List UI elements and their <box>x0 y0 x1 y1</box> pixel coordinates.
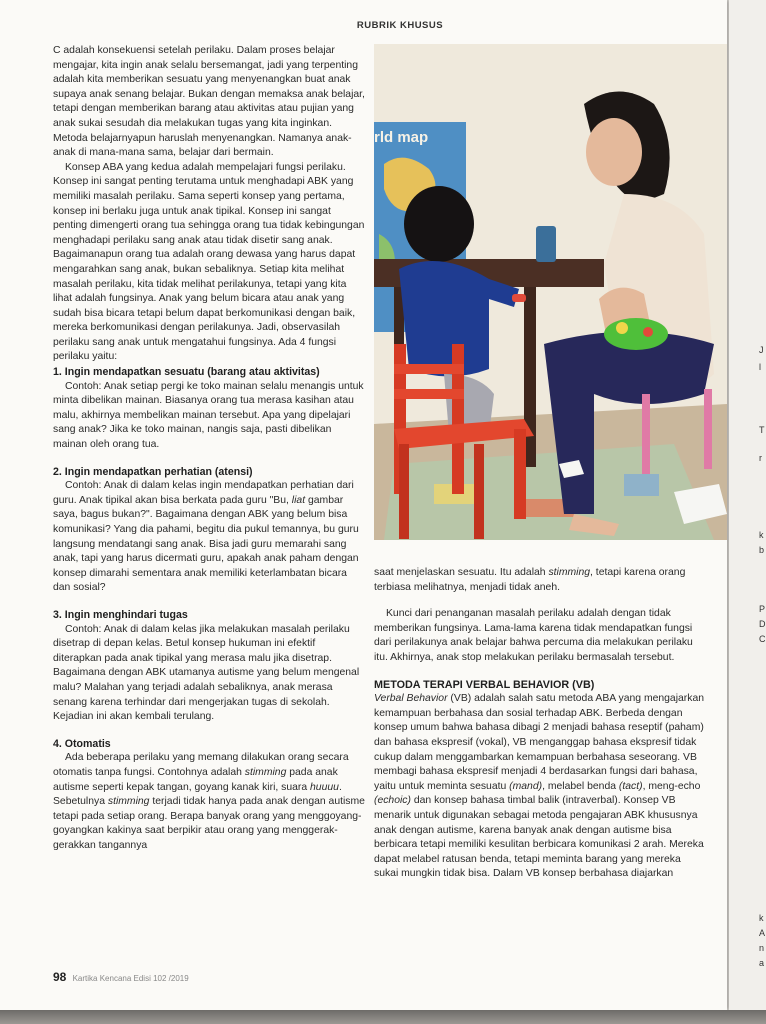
section-header: RUBRIK KHUSUS <box>356 20 444 31</box>
paragraph: Contoh: Anak di dalam kelas ingin mendapatkan perhatian dari guru. Anak tipikal akan bisa berkata pada guru "Bu, liat gambar saya, bagus bukan?". Bagaimana dengan ABK yang belum bisa komunikasi? Yang dia pahami, begitu dia pukul temannya, bu guru langsung mendatangi sang anak. Bisa jadi guru memarahi sang anak, tapi yang harus dicermati guru, apakah anak paham dengan konsep dimarahi sementara anak memiliki keterlambatan bicara dan sosial? <box>53 480 359 594</box>
next-page-fragment: D <box>759 619 766 629</box>
next-page-fragment: b <box>759 545 765 555</box>
next-page-fragment: T <box>759 425 765 435</box>
page-footer <box>53 970 189 984</box>
paragraph: Konsep ABA yang kedua adalah mempelajari fungsi perilaku. Konsep ini sangat penting terutama untuk menghadapi ABK yang memiliki masalah perilaku. Sama seperti konsep yang pertama, konsep ini berlaku juga untuk anak tipikal. Konsep ini sangat penting dimengerti orang tua sehingga orang tua tidak kebingungan menghadapi perilaku sang anak atau tidak disetir sang anak. Bagaimanapun orang tua adalah orang dewasa yang harus dapat mengarahkan sang anak, bukan sebaliknya. Setiap kita melihat masalah perilaku, kita tidak melihat perilakunya, tetapi yang kita lihat adalah fungsinya. Anak yang belum bicara atau anak yang sudah bisa bicara tetapi belum dapat berkomunikasi dengan baik, mereka berkomunikasi dengan perilakunya. Jadi, observasilah perilaku sang anak untuk mengatahui fungsinya. Ada 4 fungsi perilaku yaitu: <box>53 161 365 363</box>
paragraph: saat menjelaskan sesuatu. Itu adalah stimming, tetapi karena orang terbiasa melihatnya, menjadi tidak aneh. <box>374 567 686 593</box>
section-heading: METODA TERAPI VERBAL BEHAVIOR (VB) <box>374 678 595 691</box>
next-page-fragment: n <box>759 943 765 953</box>
left-column <box>53 44 365 853</box>
next-page-fragment: l <box>759 362 761 372</box>
paragraph: Contoh: Anak setiap pergi ke toko mainan selalu menangis untuk minta dibelikan mainan. Biasanya orang tua merasa kasihan atau malu, akhirnya membelikan mainan tersebut. Apa yang dipelajari sang anak? Jika ke toko mainan, nangis saja, pasti dibelikan mainan oleh orang tua. <box>53 380 364 451</box>
list-heading-1: 1. Ingin mendapatkan sesuatu (barang atau aktivitas) <box>53 366 320 379</box>
paragraph: Verbal Behavior (VB) adalah salah satu metoda ABA yang mengajarkan kemampuan berbahasa dan sosial terhadap ABK. Berbeda dengan konsep umum bahwa bahasa dibagi 2 menjadi bahasa reseptif (paham) dan bahasa ekspresif (vokal), VB menganggap bahasa ekspresif tidak cukup dalam menggambarkan kemampuan berbahasa seseorang. VB membagi bahasa ekspresif menjadi 4 berdasarkan fungsi dari bahasa, yaitu untuk meminta sesuatu (mand), melabel benda (tact), meng-echo (echoic) dan konsep bahasa timbal balik (intraverbal). Konsep VB menarik untuk digunakan sebagai metoda pengajaran ABK khususnya anak dengan autisme, karena banyak anak dengan autisme bisa berbicara tetapi memiliki kesulitan berbicara komunikasi 2 arah. Mereka dapat melabel ratusan benda, tetapi meminta barang yang mereka sukai mungkin tidak bisa. Dalam VB konsep berbahasa diajarkan <box>374 693 705 880</box>
paragraph: Ada beberapa perilaku yang memang dilakukan orang secara otomatis tanpa fungsi. Contohnya adalah stimming pada anak autisme seperti kepak tangan, goyang kanak kiri, suara huuuu. Sebetulnya stimming terjadi tidak hanya pada anak dengan autisme tetapi pada setiap orang. Berapa banyak orang yang menggoyang-goyangkan kakinya saat berpikir atau orang yang menggerak-gerakkan tangannya <box>53 752 365 851</box>
right-column <box>374 566 704 882</box>
next-page-fragment: A <box>759 928 766 938</box>
next-page-fragment: k <box>759 530 764 540</box>
paragraph: Kunci dari penanganan masalah perilaku adalah dengan tidak memberikan fungsinya. Lama-lama karena tidak mendapatkan fungsi dari perilakunya anak belajar bahwa percuma dia melakukan perilaku itu. Akhirnya, anak stop melakukan perilaku bermasalah tersebut. <box>374 608 693 663</box>
list-heading-2: 2. Ingin mendapatkan perhatian (atensi) <box>53 465 253 478</box>
next-page-fragment: k <box>759 913 764 923</box>
paragraph: C adalah konsekuensi setelah perilaku. Dalam proses belajar mengajar, kita ingin anak selalu bersemangat, jadi yang terpenting adalah kita memberikan sesuatu yang menyenangkan buat anak supaya anak senang belajar. Bukan dengan memaksa anak belajar, tetapi dengan memberikan barang atau aktivitas atau pujian yang anak sukai sesudah dia melakukan tugas yang kita inginkan. Metoda belajarnyapun haruslah menyenangkan. Namanya anak-anak di mana-mana sama, belajar dari bermain. <box>53 45 365 159</box>
next-page-fragment: P <box>759 604 766 614</box>
poster-text: rld map <box>374 129 429 146</box>
therapy-photo <box>374 44 727 540</box>
publication-name: Kartika Kencana Edisi 102 /2019 <box>72 974 189 983</box>
page-number: 98 <box>53 970 67 984</box>
list-heading-3: 3. Ingin menghindari tugas <box>53 608 188 621</box>
scan-bottom-edge <box>0 1010 766 1024</box>
next-page-fragment: C <box>759 634 766 644</box>
paragraph: Contoh: Anak di dalam kelas jika melakukan masalah perilaku disetrap di depan kelas. Betul konsep hukuman ini efektif diterapkan pada anak tipikal yang merasa malu jika disetrap. Bagaimana dengan ABK utamanya autisme yang belum mengenal malu? Malahan yang terjadi adalah sebaliknya, anak merasa senang karena terhindar dari mengerjakan tugas di sekolah. Kejadian ini akan kembali terulang. <box>53 623 360 723</box>
next-page-fragment: r <box>759 453 762 463</box>
next-page-fragment: J <box>759 345 764 355</box>
next-page-edge <box>729 0 766 1012</box>
list-heading-4: 4. Otomatis <box>53 737 111 750</box>
next-page-fragment: a <box>759 958 765 968</box>
